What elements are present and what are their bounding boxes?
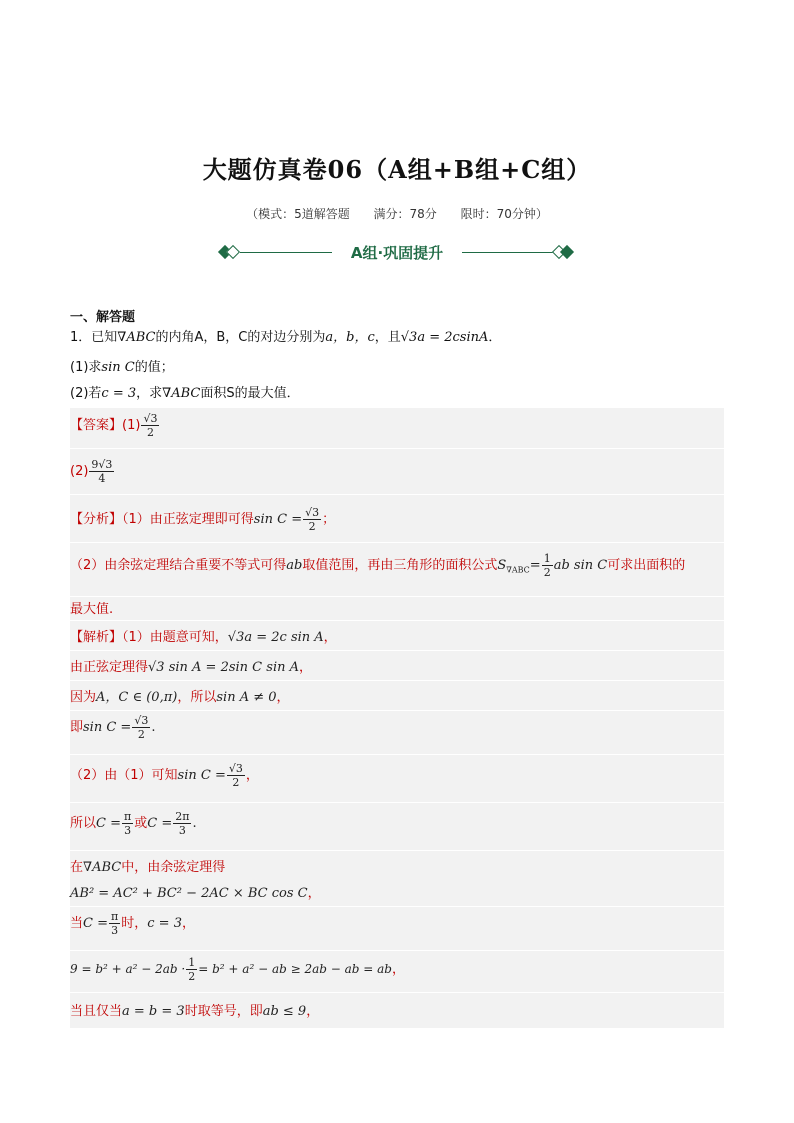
solution-line-11: 当且仅当a = b = 3时取等号，即ab ≤ 9， — [70, 1004, 320, 1019]
answer-line-1: 【答案】(1) $\frac{√3}{2}$ — [70, 412, 724, 449]
question-stem: 1．已知∇ABC的内角A，B，C的对边分别为a，b，c，且√3a = 2csinA． — [70, 330, 502, 345]
exam-info — [0, 205, 794, 222]
exam-time: 限时：70分钟） — [460, 207, 548, 221]
solution-line-5: （2）由（1）可知sin C = $\frac{√3}{2}$ ， — [70, 762, 724, 803]
solution-line-2: 由正弦定理得√3 sin A = 2sin C sin A， — [70, 656, 724, 681]
solution-line-9: 当C = $\frac{\pi}{3}$ 时，c = 3， — [70, 910, 724, 951]
solution-line-10: 9 = b² + a² − 2ab · $\frac{1}{2}$ = b² + a² − ab ≥ 2ab − ab = ab， — [70, 956, 724, 993]
solution-line-6: 所以C = $\frac{\pi}{3}$ 或C = $\frac{2\pi}{3}$ . — [70, 810, 724, 851]
solution-line-8: AB² = AC² + BC² − 2AC × BC cos C， — [70, 882, 724, 907]
group-label: A组·巩固提升 — [350, 244, 444, 262]
solution-line-1: 【解析】（1）由题意可知，√3a = 2c sin A， — [70, 626, 724, 651]
question-part2: (2)若c = 3，求∇ABC面积S的最大值． — [70, 386, 300, 401]
section-heading: 一、解答题 — [70, 310, 136, 325]
page-title: 大题仿真卷06（A组+B组+C组） — [202, 155, 592, 184]
solution-line-3: 因为A，C ∈ (0,π)，所以sin A ≠ 0， — [70, 686, 724, 711]
analysis-line-2: （2）由余弦定理结合重要不等式可得ab取值范围，再由三角形的面积公式$S_{\nabla ABC}=$ $\frac{1}{2}$ ab sin C可求出面积的 — [70, 552, 724, 597]
divider-line-left — [240, 252, 332, 253]
exam-score: 满分：78分 — [373, 207, 437, 221]
solution-line-4: 即sin C = $\frac{√3}{2}$ . — [70, 714, 724, 755]
exam-mode: （模式：5道解答题 — [246, 207, 350, 221]
analysis-line-3: 最大值. — [70, 598, 724, 621]
analysis-line-1: 【分析】（1）由正弦定理即可得sin C = $\frac{√3}{2}$ ； — [70, 506, 724, 543]
question-part1: (1)求sin C的值； — [70, 360, 174, 375]
divider-line-right — [462, 252, 554, 253]
solution-line-7: 在∇ABC中，由余弦定理得 — [70, 860, 226, 875]
answer-line-2: (2) $\frac{9√3}{4}$ — [70, 458, 724, 495]
group-divider — [218, 240, 576, 264]
